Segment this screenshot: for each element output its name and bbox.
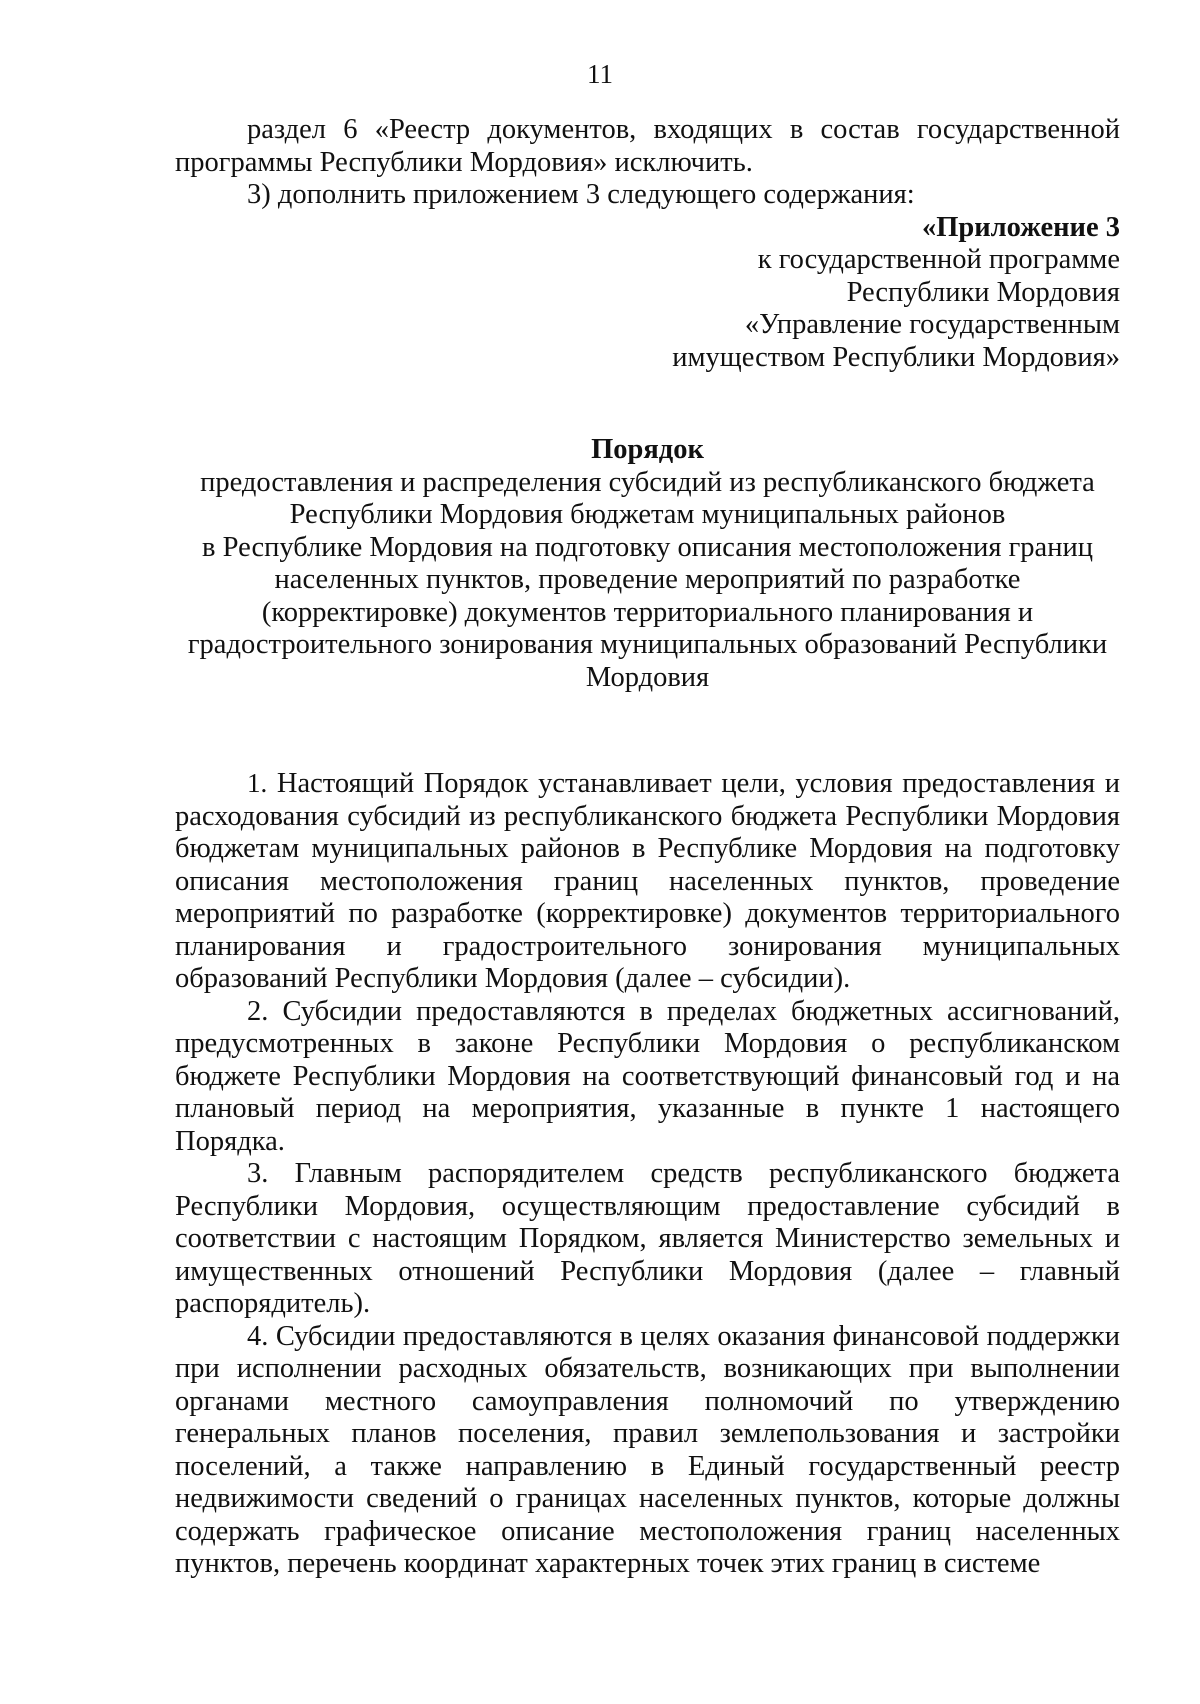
intro-paragraph-section-6: раздел 6 «Реестр документов, входящих в состав государственной программы Республики Мордовия» исключить. [175, 114, 1120, 178]
title-line: Республики Мордовия бюджетам муниципальных районов [289, 499, 1006, 530]
page-number: 11 [587, 59, 613, 89]
list-item [175, 1158, 1120, 1321]
document-content [175, 114, 1120, 1581]
title-line: предоставления и распределения субсидий из республиканского бюджета [200, 466, 1095, 498]
item-number: 2. [247, 995, 269, 1027]
intro-paragraph-appendix-3: 3) дополнить приложением 3 следующего содержания: [247, 179, 915, 210]
item-text: Главным распорядителем средств республиканского бюджета Республики Мордовия, осуществляющим предоставление субсидий в соответствии с настоящим Порядком, является Министерство земельных и имущественных отношений Республики Мордовия (далее – главный распорядитель). [175, 1158, 1121, 1319]
title-line: в Республике Мордовия на подготовку описания местоположения границ [202, 531, 1093, 563]
item-text: Субсидии предоставляются в целях оказания финансовой поддержки при исполнении расходных обязательств, возникающих при выполнении органами местного самоуправления полномочий по утверждению генеральных планов поселения, правил землепользования и застройки поселений, а также направлению в Единый государственный реестр недвижимости сведений о границах населенных пунктов, которые должны содержать графическое описание местоположения границ населенных [175, 1320, 1120, 1547]
list-item [175, 996, 1120, 1159]
item-text: Настоящий Порядок устанавливает цели, условия предоставления и расходования субсидий из республиканского бюджета Республики Мордовия бюджетам муниципальных районов в Республике Мордовия на подготовку описания местоположения границ населенных пунктов, проведение мероприятий по разработке (корректировке) документов территориального планирования и градостроительного зонирования муниципальных образований Республики Мордовия (далее – субсидии). [175, 768, 1120, 994]
document-body [175, 767, 1120, 1581]
list-item [175, 767, 1120, 996]
item-number: 3. [247, 1158, 269, 1189]
title-heading: Порядок [591, 434, 704, 465]
appendix-header-line: «Приложение 3 [921, 211, 1120, 243]
title-line: населенных пунктов, проведение мероприятий по разработке [274, 564, 1021, 595]
appendix-header-line: «Управление государственным [744, 309, 1120, 340]
item-number: 4. [247, 1320, 269, 1352]
title-line: Мордовия [585, 661, 710, 693]
list-item [175, 1321, 1120, 1581]
appendix-header-line: к государственной программе [757, 244, 1120, 275]
item-number: 1. [247, 768, 268, 798]
item-text-last-line: пунктов, перечень координат характерных точек этих границ в системе [175, 1548, 1041, 1579]
appendix-header-line: имуществом Республики Мордовия» [672, 341, 1120, 373]
item-text: Субсидии предоставляются в пределах бюджетных ассигнований, предусмотренных в законе Республики Мордовия о республиканском бюджете Республики Мордовия на соответствующий финансовый год и на плановый период на мероприятия, указанные в пункте 1 настоящего Порядка. [175, 995, 1121, 1157]
appendix-header [175, 212, 1120, 375]
appendix-header-line: Республики Мордовия [846, 276, 1120, 308]
document-title [175, 434, 1120, 694]
title-line: градостроительного зонирования муниципальных образований Республики [187, 629, 1108, 660]
title-line: (корректировке) документов территориального планирования и [261, 596, 1034, 628]
